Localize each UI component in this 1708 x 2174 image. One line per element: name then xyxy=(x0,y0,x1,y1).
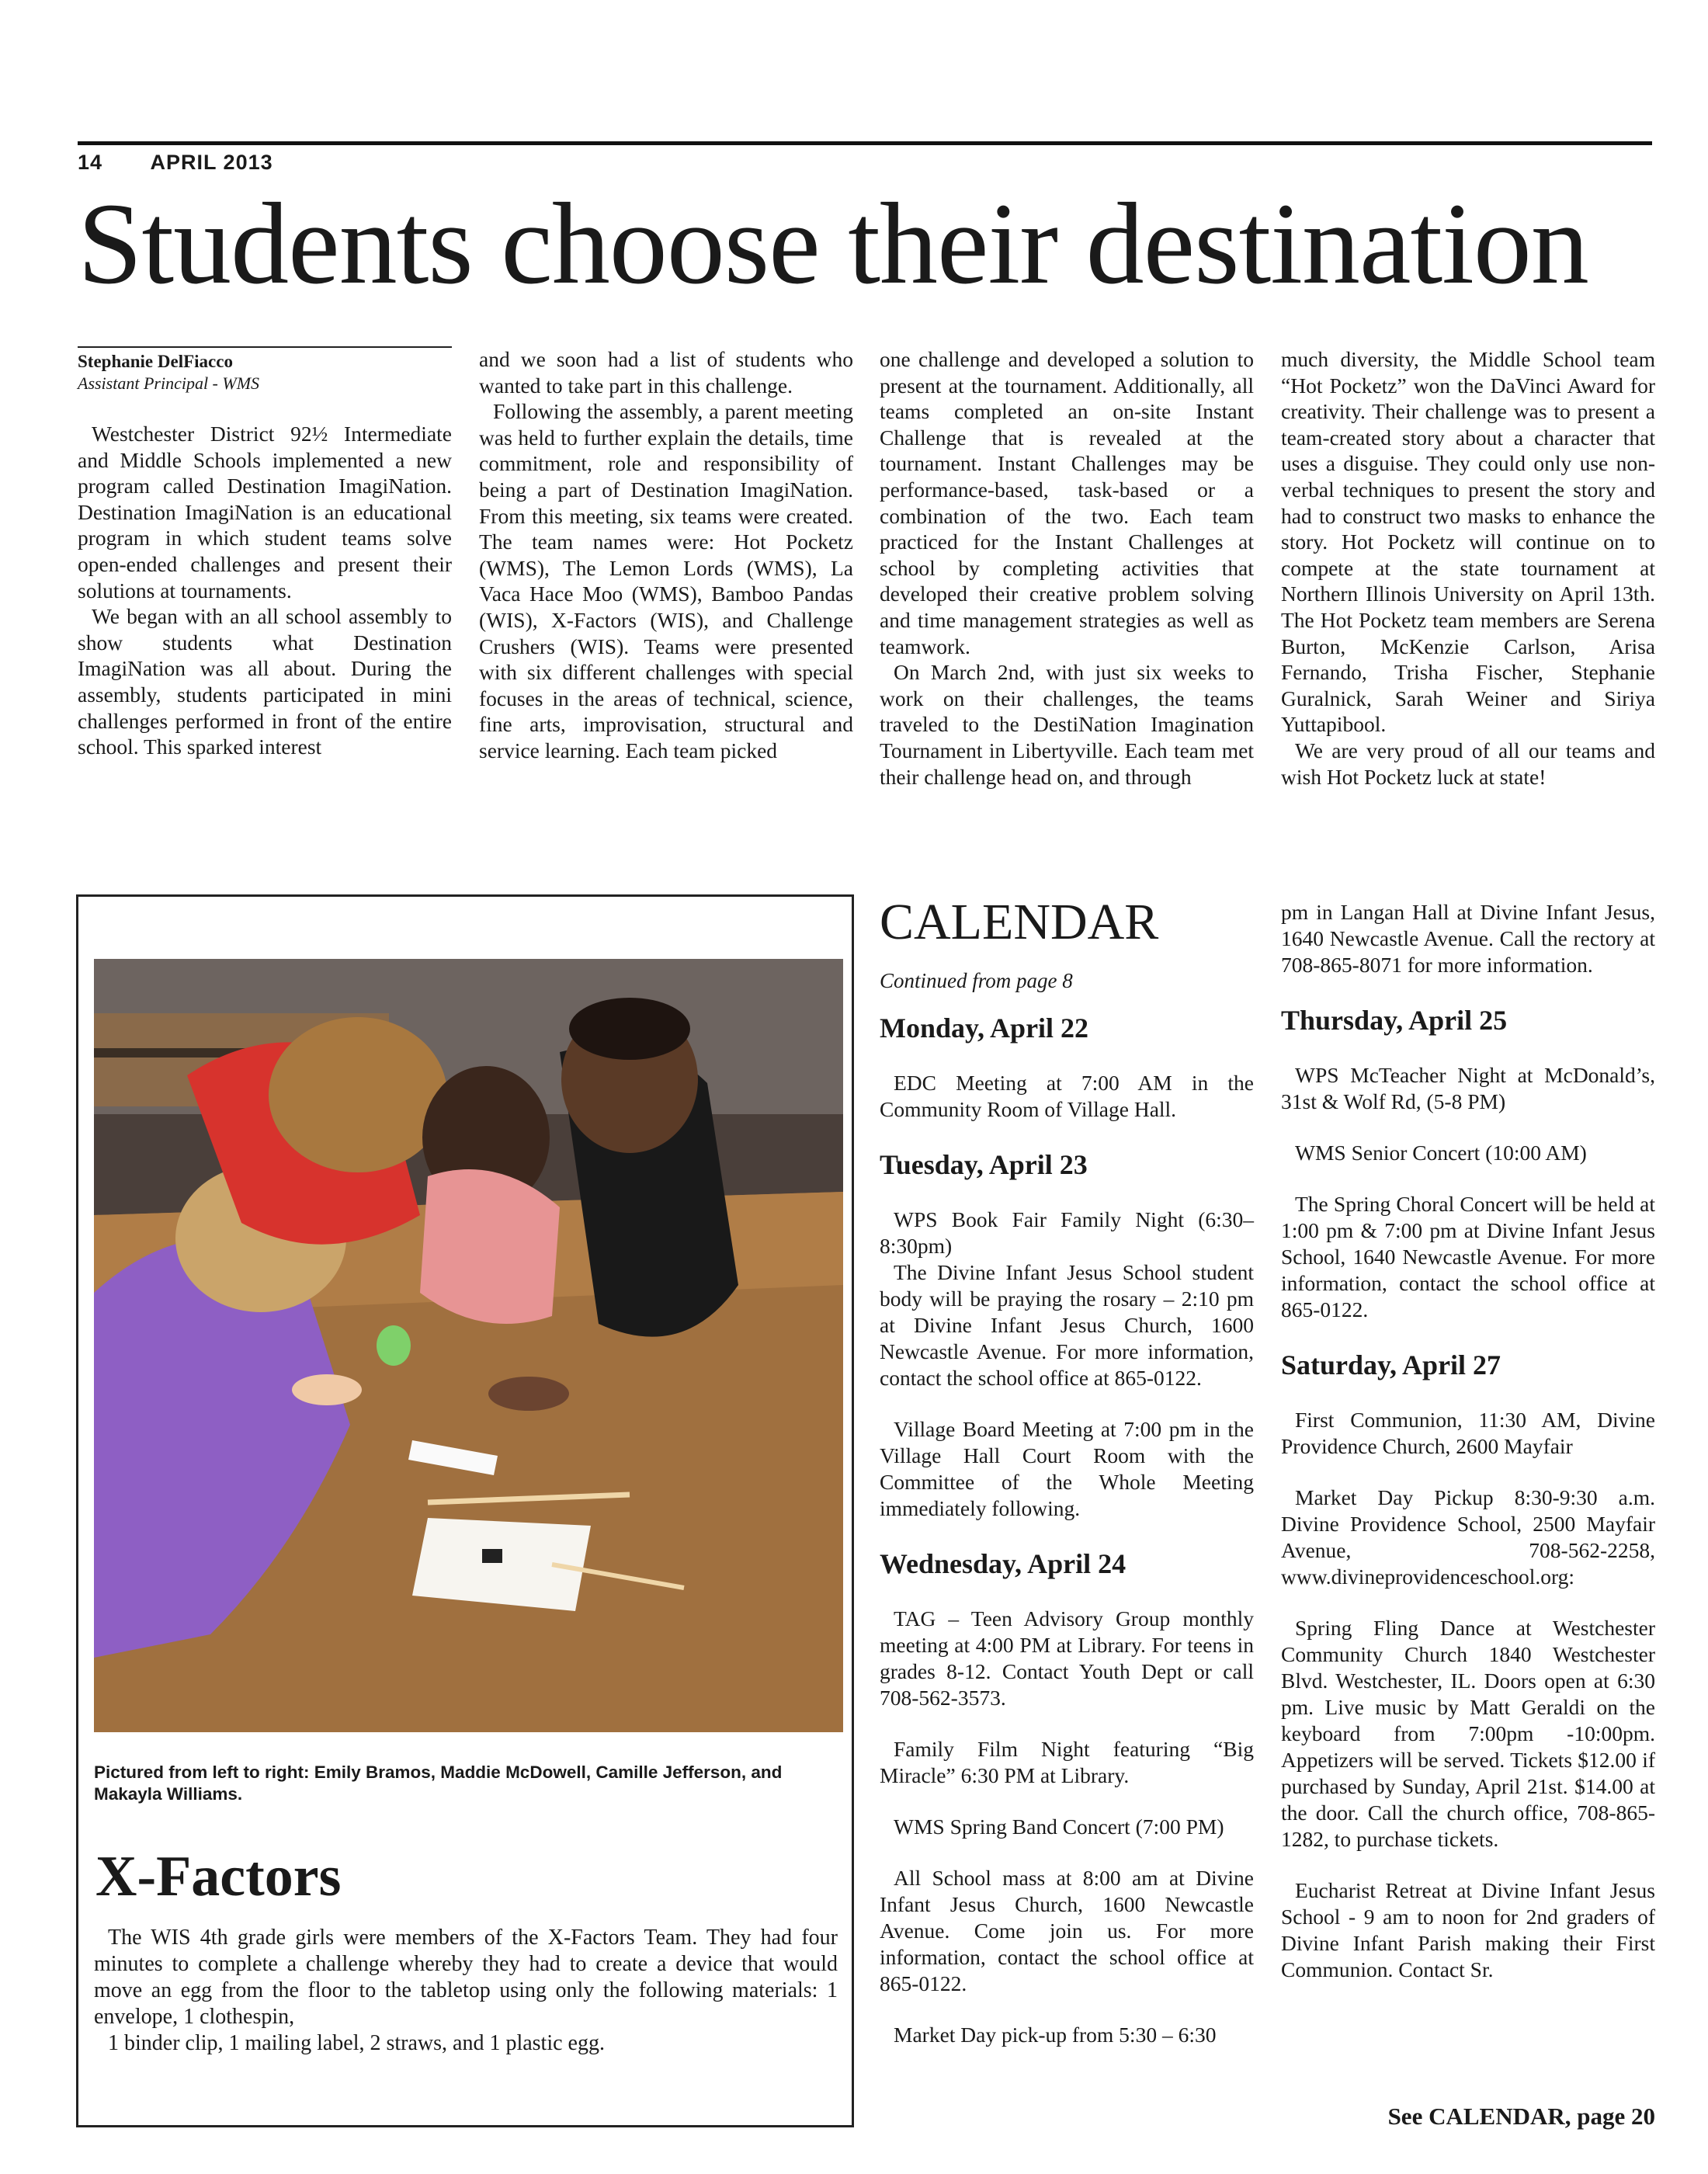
calendar-day-heading: Tuesday, April 23 xyxy=(880,1149,1088,1180)
article-paragraph: and we soon had a list of students who wanted to take part in this challenge. xyxy=(479,347,853,398)
article-paragraph: We began with an all school assembly to show students what Destination ImagiNation was all about. During the assembly, students participated in mini challenges performed in front of the entire school. This sparked interest xyxy=(78,604,452,759)
calendar-event: The Spring Choral Concert will be held at 1:00 pm & 7:00 pm at Divine Infant Jesus School, 1640 Newcastle Avenue. For more information, contact the school office at 865-0122. xyxy=(1281,1192,1655,1321)
calendar-event: Eucharist Retreat at Divine Infant Jesus School - 9 am to noon for 2nd graders of Divine Infant Parish making their First Communion. Contact Sr. xyxy=(1281,1878,1655,1981)
calendar-event: The Divine Infant Jesus School student body will be praying the rosary – 2:10 pm at Divine Infant Jesus Church, 1600 Newcastle Avenue. For more information, contact the school office at 865-0122. xyxy=(880,1260,1254,1390)
calendar-day-heading: Wednesday, April 24 xyxy=(880,1548,1127,1579)
article-column-1 xyxy=(78,346,452,760)
calendar-day-heading: Saturday, April 27 xyxy=(1281,1349,1501,1380)
calendar-event: WMS Spring Band Concert (7:00 PM) xyxy=(894,1815,1224,1839)
byline-name: Stephanie DelFiacco xyxy=(78,352,233,371)
calendar-event: Market Day Pickup 8:30-9:30 a.m. Divine Providence School, 2500 Mayfair Avenue, 708-562-2258, www.divineprovidenceschool.org: xyxy=(1281,1485,1655,1589)
article-paragraph: much diversity, the Middle School team “Hot Pocketz” won the DaVinci Award for creativity. Their challenge was to present a team-created story about a character that uses a disguise. They could only use non-verbal techniques to present the story and had to construct two masks to enhance the story. Hot Pocketz will continue on to compete at the state tournament at Northern Illinois University on April 13th. The Hot Pocketz team members are Serena Burton, McKenzie Carlson, Arisa Fernando, Trisha Fischer, Stephanie Guralnick, Sarah Weiner and Siriya Yuttapibool. xyxy=(1281,347,1655,737)
article-column-3 xyxy=(880,346,1254,790)
article-paragraph: We are very proud of all our teams and wish Hot Pocketz luck at state! xyxy=(1281,738,1655,789)
article-column-2 xyxy=(479,346,853,764)
page-number: 14 xyxy=(78,151,103,174)
byline-rule xyxy=(78,346,452,348)
calendar-event: WPS McTeacher Night at McDonald’s, 31st & Wolf Rd, (5-8 PM) xyxy=(1281,1063,1655,1113)
calendar-event: First Communion, 11:30 AM, Divine Providence Church, 2600 Mayfair xyxy=(1281,1408,1655,1458)
calendar-event: WMS Senior Concert (10:00 AM) xyxy=(1295,1141,1587,1165)
byline-title: Assistant Principal - WMS xyxy=(78,373,260,393)
calendar-event: Spring Fling Dance at Westchester Community Church 1840 Westchester Blvd. Westchester, IL. Doors open at 6:30 pm. Live music by Matt Geraldi on the keyboard from 7:00pm -10:00pm. Appetizers will be served. Tickets $12.00 if purchased by Sunday, April 21st. $14.00 at the door. Call the church office, 708-865-1282, to purchase tickets. xyxy=(1281,1616,1655,1851)
xfactors-box xyxy=(76,894,854,2127)
sidebar-paragraph: The WIS 4th grade girls were members of the X-Factors Team. They had four minutes to complete a challenge whereby they had to create a device that would move an egg from the floor to the tabletop using only the following materials: 1 envelope, 1 clothespin, xyxy=(94,1926,838,2029)
page-folio xyxy=(78,151,273,175)
calendar-day-heading: Monday, April 22 xyxy=(880,1012,1089,1044)
article-paragraph: Westchester District 92½ Intermediate and Middle Schools implemented a new program called Destination ImagiNation. Destination ImagiNation is an educational program in which student teams solve open-ended challenges and present their solutions at tournaments. xyxy=(78,422,452,603)
calendar-event: EDC Meeting at 7:00 AM in the Community Room of Village Hall. xyxy=(880,1071,1254,1121)
calendar-title: CALENDAR xyxy=(880,894,1159,950)
sidebar-title: X-Factors xyxy=(95,1845,342,1908)
issue-date: APRIL 2013 xyxy=(150,151,273,174)
calendar-event: WPS Book Fair Family Night (6:30–8:30pm) xyxy=(880,1207,1254,1258)
article-paragraph: On March 2nd, with just six weeks to work on their challenges, the teams traveled to the DestiNation Imagination Tournament in Libertyville. Each team met their challenge head on, and through xyxy=(880,660,1254,789)
header-rule xyxy=(78,141,1652,145)
article-column-4 xyxy=(1281,346,1655,790)
calendar-continued-note: Continued from page 8 xyxy=(880,969,1073,992)
sidebar-paragraph: 1 binder clip, 1 mailing label, 2 straws, and 1 plastic egg. xyxy=(108,2031,605,2055)
calendar-event: All School mass at 8:00 am at Divine Infant Jesus Church, 1600 Newcastle Avenue. Come join us. For more information, contact the school office at 865-0122. xyxy=(880,1866,1254,1995)
article-paragraph: Following the assembly, a parent meeting was held to further explain the details, time commitment, role and responsibility of being a part of Destination ImagiNation. From this meeting, six teams were created. The team names were: Hot Pocketz (WMS), The Lemon Lords (WMS), La Vaca Hace Moo (WMS), Bamboo Pandas (WIS), X-Factors (WIS), and Challenge Crushers (WIS). Teams were presented with six different challenges with special focuses in the areas of technical, science, fine arts, improvisation, structural and service learning. Each team picked xyxy=(479,399,853,762)
photo-caption: Pictured from left to right: Emily Bramos, Maddie McDowell, Camille Jefferson, and Makayla Williams. xyxy=(94,1762,783,1804)
sidebar-body xyxy=(94,1925,838,2057)
calendar-event: Family Film Night featuring “Big Miracle” 6:30 PM at Library. xyxy=(880,1737,1254,1787)
article-headline: Students choose their destination xyxy=(78,179,1588,308)
calendar-jump-link[interactable]: See CALENDAR, page 20 xyxy=(1387,2103,1655,2130)
calendar-event: Market Day pick-up from 5:30 – 6:30 xyxy=(894,2023,1217,2047)
calendar-day-heading: Thursday, April 25 xyxy=(1281,1005,1508,1036)
calendar-event: Village Board Meeting at 7:00 pm in the Village Hall Court Room with the Committee of the Whole Meeting immediately following. xyxy=(880,1417,1254,1520)
calendar-column-2 xyxy=(1281,899,1655,2008)
article-paragraph: one challenge and developed a solution to present at the tournament. Additionally, all teams completed an on-site Instant Challenge that is revealed at the tournament. Instant Challenges may be performance-based, task-based or a combination of the two. Each team practiced for the Instant Challenges at school by completing activities that developed their creative problem solving and time management strategies as well as teamwork. xyxy=(880,347,1254,658)
students-photo xyxy=(94,959,843,1732)
calendar-event: TAG – Teen Advisory Group monthly meeting at 4:00 PM at Library. For teens in grades 8-12. Contact Youth Dept or call 708-562-3573. xyxy=(880,1606,1254,1710)
calendar-column-1 xyxy=(880,891,1254,2073)
calendar-event-continued: pm in Langan Hall at Divine Infant Jesus, 1640 Newcastle Avenue. Call the rectory at 708-865-8071 for more information. xyxy=(1281,900,1655,977)
